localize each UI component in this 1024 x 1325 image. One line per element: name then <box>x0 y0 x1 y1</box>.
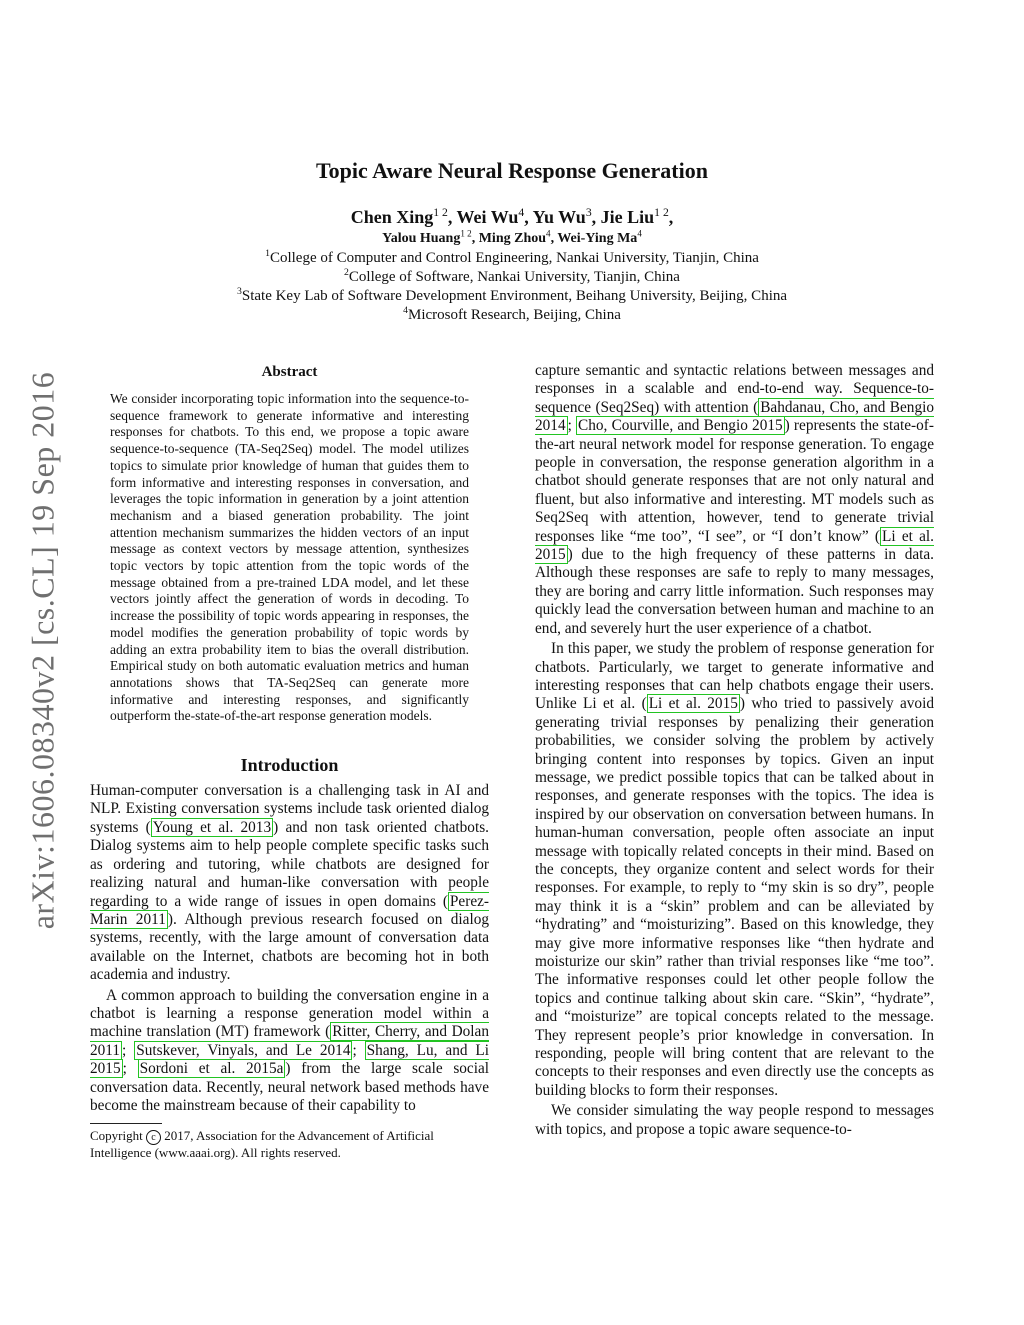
author-affil-sup: 4 <box>518 206 525 219</box>
author-name: Wei-Ying Ma <box>557 231 638 246</box>
right-paragraph-1 <box>535 362 934 638</box>
citation-link[interactable]: Shang, Lu, and Li 2015 <box>90 1041 490 1078</box>
citation-link[interactable]: Cho, Courville, and Bengio 2015 <box>578 417 783 435</box>
introduction-heading: Introduction <box>240 755 339 776</box>
paragraph-text: ; <box>122 1041 135 1059</box>
author-separator: , <box>591 207 601 227</box>
paragraph-text: ; <box>122 1060 138 1078</box>
author-affil-sup: 1 2 <box>433 206 448 219</box>
left-column <box>90 360 489 1161</box>
paragraph-text: A common approach to building the conversation engine in a chatbot is learning a response generation model within a machine translation (MT) framework ( <box>90 986 489 1041</box>
author-affil-sup: 1 2 <box>460 228 472 239</box>
citation-link[interactable]: Sordoni et al. 2015a <box>139 1060 284 1078</box>
affiliation-sup: 4 <box>403 305 408 316</box>
author-affil-sup: 4 <box>546 228 551 239</box>
author-separator: , <box>668 207 674 227</box>
affiliation-sup: 1 <box>265 248 270 259</box>
author-line-2 <box>140 228 884 247</box>
citation-link[interactable]: Li et al. 2015 <box>648 695 738 713</box>
citation-link[interactable]: Perez-Marin 2011 <box>90 892 489 928</box>
paragraph-text: ; <box>567 417 577 435</box>
abstract-text: We consider incorporating topic information into the sequence-to-sequence framework to generate informative and interesting responses for chatbots. To this end, we propose a topic aware sequence-to-sequence (TA-Seq2Seq) model. The model utilizes topics to simulate prior knowledge of human that guides them to form informative and interesting responses in conversation, and leverages the topic information in generation by a joint attention mechanism and a biased generation probability. The joint attention mechanism summarizes the hidden vectors of an input message as context vectors by message attention, synthesizes topic vectors by topic attention from the topic words of the message obtained from a pre-trained LDA model, and let these vectors jointly affect the generation of words in decoding. To increase the possibility of topic words appearing in responses, the model modifies the generation probability of topic words by adding an extra probability item to bias the overall distribution. Empirical study on both automatic evaluation metrics and human annotations shows that TA-Seq2Seq can generate more informative and interesting responses, and significantly outperform the-state-of-the-art response generation models. <box>110 391 469 724</box>
paragraph-text: ; <box>352 1041 365 1059</box>
author-name: Yalou Huang <box>382 231 461 246</box>
author-separator: , <box>447 207 457 227</box>
author-name: Jie Liu <box>600 207 655 227</box>
citation-link[interactable]: Bahdanau, Cho, and Bengio 2014 <box>535 398 934 435</box>
citation-link[interactable]: Ritter, Cherry, and Dolan 2011 <box>90 1023 489 1059</box>
author-separator: , <box>550 231 558 246</box>
paragraph-text: In this paper, we study the problem of response generation for chatbots. Particularly, we target to generate informative and interesting responses that can help chatbots engage their users. Unlike Li et al. ( <box>535 640 934 713</box>
paragraph-text: ) due to the high frequency of these patterns in data. Although these responses are safe to reply to many messages, they are boring and carry little information. Such responses may quickly lead the conversation between human and machine to an end, and severely hurt the user experience of a chatbot. <box>535 546 934 637</box>
citation-link[interactable]: Young et al. 2013 <box>152 818 272 836</box>
footnote-rule <box>90 1123 162 1124</box>
right-paragraph-2 <box>535 640 934 1100</box>
author-name: Ming Zhou <box>478 231 547 246</box>
affiliation <box>140 250 884 267</box>
paragraph-text: capture semantic and syntactic relations between messages and responses in a scalable and end-to-end way. Sequence-to-sequence (Seq2Seq) with attention ( <box>535 362 934 416</box>
author-line-1 <box>140 207 884 228</box>
paragraph-text: ) who tried to passively avoid generating trivial responses by penalizing their generation probabilities, we consider solving the problem by actively bringing content into responses by topics. Given an input message, we predict possible topics that can be talked about in responses, and generate responses with the topics. The idea is inspired by our observation on conversation between humans. In human-human conversation, people often associate an input message with topically related concepts in their mind. Based on the concepts, they organize content and select words for their responses. For example, to reply to “my skin is so dry”, people may think it is a “skin” problem and can be alleviated by “hydrating” and “moisturizing”. Based on this knowledge, they may give more informative responses like “then hydrate and moisturize our skin” rather than trivial responses like “me too”. The informative responses could let other people follow the topics and continue talking about skin care. “Skin”, “hydrate”, and “moisturize” are topical concepts related to the message. They represent people’s prior knowledge in conversation. In responding, people will bring content that are relevant to the concepts to their responses and even directly use the concepts as building blocks to form their responses. <box>535 695 934 1099</box>
affiliation-sup: 2 <box>344 267 349 278</box>
author-name: Chen Xing <box>350 207 434 227</box>
affiliation <box>140 307 884 324</box>
affiliation-text: Microsoft Research, Beijing, China <box>408 307 621 323</box>
paragraph-text: We consider simulating the way people respond to messages with topics, and propose a topic aware sequence-to- <box>535 1102 934 1138</box>
citation-link[interactable]: Li et al. 2015 <box>535 527 934 564</box>
paper-title: Topic Aware Neural Response Generation <box>316 158 708 183</box>
paragraph-text: ) from the large scale social conversation data. Recently, neural network based methods have become the mainstream because of their capability to <box>90 1060 490 1114</box>
affiliation-text: College of Software, Nankai University, Tianjin, China <box>348 269 680 285</box>
paragraph-text: ). Although previous research focused on dialog systems, recently, with the large amount of conversation data available on the Internet, chatbots are becoming hot in both academia and industry. <box>90 910 489 984</box>
intro-paragraph-1 <box>90 782 489 984</box>
arxiv-stamp <box>8 350 78 950</box>
footnote-after: 2017, Association for the Advancement of Artificial Intelligence (www.aaai.org). All rights reserved. <box>90 1128 434 1160</box>
abstract-heading: Abstract <box>261 364 318 380</box>
author-affil-sup: 1 2 <box>654 206 669 219</box>
citation-link[interactable]: Sutskever, Vinyals, and Le 2014 <box>136 1041 351 1059</box>
author-separator: , <box>471 231 479 246</box>
author-name: Yu Wu <box>532 207 586 227</box>
paragraph-text: Human-computer conversation is a challenging task in AI and NLP. Existing conversation systems include task oriented dialog systems ( <box>90 782 489 836</box>
right-column <box>535 362 934 1139</box>
copyright-icon: c <box>146 1130 161 1145</box>
affiliation-text: State Key Lab of Software Development Environment, Beihang University, Beijing, China <box>241 288 788 304</box>
affiliation <box>140 288 884 305</box>
paragraph-text: ) represents the state-of-the-art neural network model for response generation. To engage people in conversation, the response generation algorithm in a chatbot should generate responses that are not only natural and fluent, but also informative and interesting. MT models such as Seq2Seq with attention, however, tend to generate trivial responses like “me too”, “I see”, or “I don’t know” ( <box>535 417 934 545</box>
right-paragraph-3 <box>535 1102 934 1139</box>
author-name: Wei Wu <box>456 207 519 227</box>
intro-paragraph-2 <box>90 987 489 1116</box>
affiliation <box>140 269 884 286</box>
author-affil-sup: 3 <box>585 206 592 219</box>
author-affil-sup: 4 <box>637 228 642 239</box>
footnote-before: Copyright <box>90 1128 146 1144</box>
author-separator: , <box>524 207 533 227</box>
copyright-footnote <box>90 1128 489 1161</box>
paragraph-text: ) and non task oriented chatbots. Dialog systems aim to help people complete specific tasks such as ordering and tutoring, while chatbots are designed for realizing natural and human-like conversation with people regarding to a wide range of issues in open domains ( <box>90 818 489 910</box>
affiliation-sup: 3 <box>236 286 242 297</box>
affiliation-text: College of Computer and Control Engineering, Nankai University, Tianjin, China <box>269 250 759 266</box>
arxiv-id: arXiv:1606.08340v2 [cs.CL] 19 Sep 2016 <box>24 371 61 929</box>
